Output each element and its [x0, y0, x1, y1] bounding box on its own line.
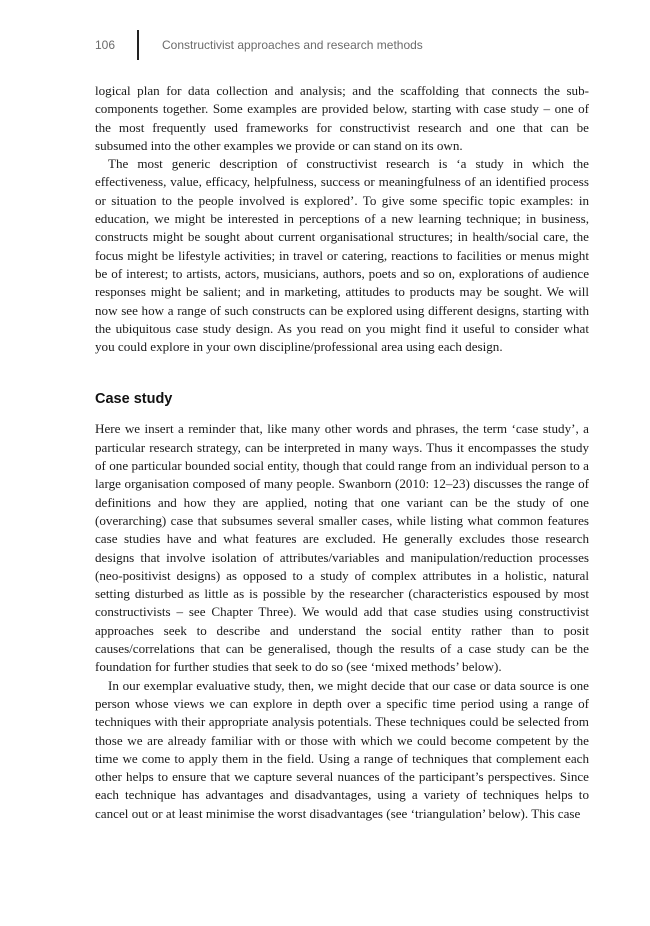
paragraph-4: In our exemplar evaluative study, then, we might decide that our case or data source is one person whose views we can explore in depth over a specific time period using a range of techniques with their appropriate analysis potentials. These techniques could be selected from those we are already familiar with or those with which we could become competent by the time we come to apply them in the field. Using a range of techniques that complement each other helps to ensure that we capture several nuances of the participant’s perspectives. Since each technique has advantages and disadvantages, using a variety of techniques helps to cancel out or at least minimise the worst disadvantages (see ‘triangulation’ below). This case: [95, 677, 589, 821]
section-heading-case-study: Case study: [95, 391, 173, 408]
page-number: 106: [95, 38, 116, 52]
chapter-running-title: Constructivist approaches and research methods: [162, 38, 423, 52]
paragraph-3: Here we insert a reminder that, like many other words and phrases, the term ‘case study’, a particular research strategy, can be interpreted in many ways. Thus it encompasses the study of one particular bounded social entity, though that could range from an individual person to a large organisation composed of many people. Swanborn (2010: 12–23) discusses the range of definitions and how they are applied, noting that one variant can be the study of one (overarching) case that subsumes several smaller cases, while listing what common features case studies have and what features are excluded. He generally excludes those research designs that involve isolation of attributes/variables and manipulation/reduction processes (neo-positivist designs) as opposed to a study of complex attributes in a holistic, natural setting disturbed as little as is possible by the researcher (characteristics espoused by most constructivists – see Chapter Three). We would add that case studies using constructivist approaches seek to describe and understand the social entity rather than to posit causes/correlations that can be generalised, though the results of a case study can be the foundation for further studies that seek to do so (see ‘mixed methods’ below).: [95, 421, 589, 675]
running-head: [95, 30, 595, 62]
header-divider: [137, 30, 139, 60]
paragraph-1: logical plan for data collection and analysis; and the scaffolding that connects the sub-components together. Some examples are provided below, starting with case study – one of the most frequently used frameworks for constructivist research and one that can be subsumed into the other examples we provide or can stand on its own.: [95, 83, 589, 153]
paragraph-2: The most generic description of constructivist research is ‘a study in which the effectiveness, value, efficacy, helpfulness, success or meaningfulness of an identified process or situation to the people involved is explored’. To give some specific topic examples: in education, we might be interested in perceptions of a new learning technique; in business, constructs might be sought about current organisational structures; in health/social care, the focus might be lifestyle activities; in travel or catering, reactions to facilities or menus might be of interest; to artists, actors, musicians, authors, poets and so on, explorations of audience responses might be salient; and in marketing, attitudes to products may be sought. We will now see how a range of such constructs can be explored using different designs, starting with the ubiquitous case study design. As you read on you might find it useful to consider what you could explore in your own discipline/professional area using each design.: [95, 156, 589, 355]
body-text: [95, 82, 589, 823]
